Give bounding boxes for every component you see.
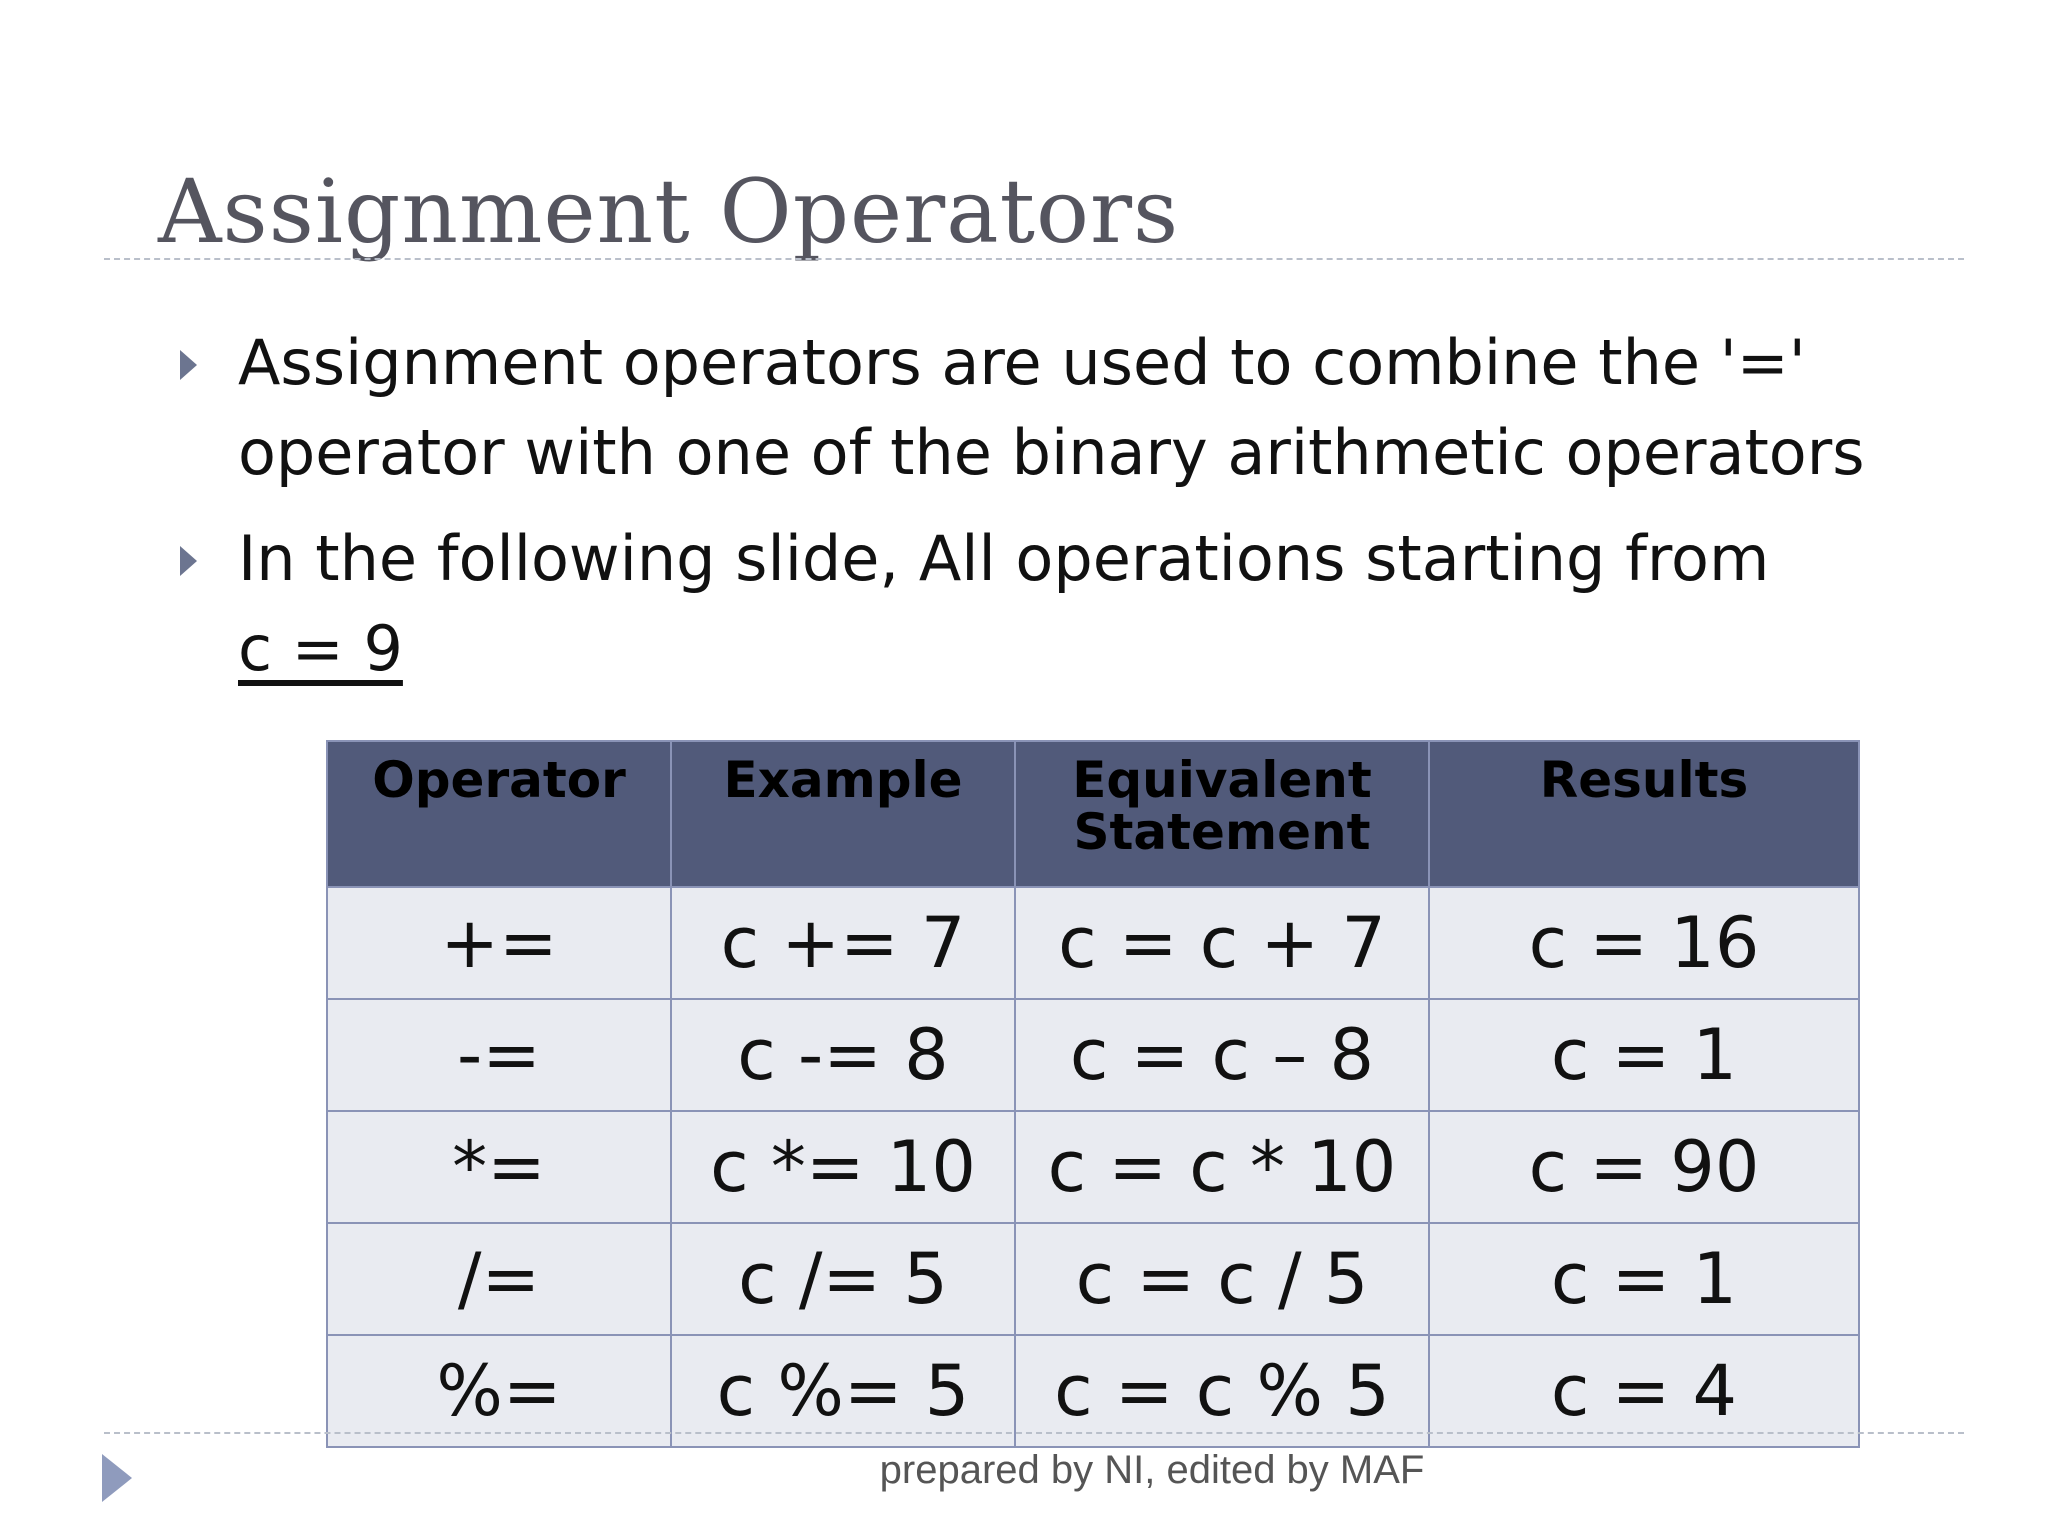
- example-cell: c += 7: [671, 887, 1015, 999]
- operator-cell: %=: [327, 1335, 671, 1447]
- example-cell: c /= 5: [671, 1223, 1015, 1335]
- table-header-row: [327, 741, 1859, 887]
- operator-cell: /=: [327, 1223, 671, 1335]
- table-row: [327, 1111, 1859, 1223]
- header-example: Example: [671, 741, 1015, 887]
- equivalent-cell: c = c * 10: [1015, 1111, 1429, 1223]
- result-cell: c = 4: [1429, 1335, 1859, 1447]
- example-cell: c *= 10: [671, 1111, 1015, 1223]
- equivalent-cell: c = c – 8: [1015, 999, 1429, 1111]
- equivalent-cell: c = c + 7: [1015, 887, 1429, 999]
- table-row: [327, 999, 1859, 1111]
- operators-table: [326, 740, 1860, 1448]
- table-row: [327, 887, 1859, 999]
- header-operator: Operator: [327, 741, 671, 887]
- table-row: [327, 1223, 1859, 1335]
- equivalent-cell: c = c / 5: [1015, 1223, 1429, 1335]
- slide-title: Assignment Operators: [158, 160, 1180, 263]
- bullet-item: [176, 514, 1876, 694]
- header-results: Results: [1429, 741, 1859, 887]
- result-cell: c = 16: [1429, 887, 1859, 999]
- title-divider: [104, 258, 1964, 260]
- bullet-item: [176, 318, 1876, 498]
- bullet-list: [176, 318, 1876, 710]
- table-row: [327, 1335, 1859, 1447]
- result-cell: c = 1: [1429, 999, 1859, 1111]
- operator-cell: *=: [327, 1111, 671, 1223]
- bullet-underlined-value: c = 9: [238, 612, 403, 685]
- equivalent-cell: c = c % 5: [1015, 1335, 1429, 1447]
- bullet-arrow-icon: [180, 350, 197, 380]
- result-cell: c = 90: [1429, 1111, 1859, 1223]
- operator-cell: -=: [327, 999, 671, 1111]
- result-cell: c = 1: [1429, 1223, 1859, 1335]
- bullet-text: Assignment operators are used to combine the '=' operator with one of the binary arithmetic operators: [238, 326, 1865, 489]
- footer-credit: prepared by NI, edited by MAF: [879, 1448, 1425, 1492]
- footer-divider: [104, 1432, 1964, 1434]
- bullet-arrow-icon: [180, 546, 197, 576]
- operator-cell: +=: [327, 887, 671, 999]
- example-cell: c -= 8: [671, 999, 1015, 1111]
- bullet-text: In the following slide, All operations starting from: [238, 522, 1770, 595]
- header-equivalent-statement: Equivalent Statement: [1015, 741, 1429, 887]
- example-cell: c %= 5: [671, 1335, 1015, 1447]
